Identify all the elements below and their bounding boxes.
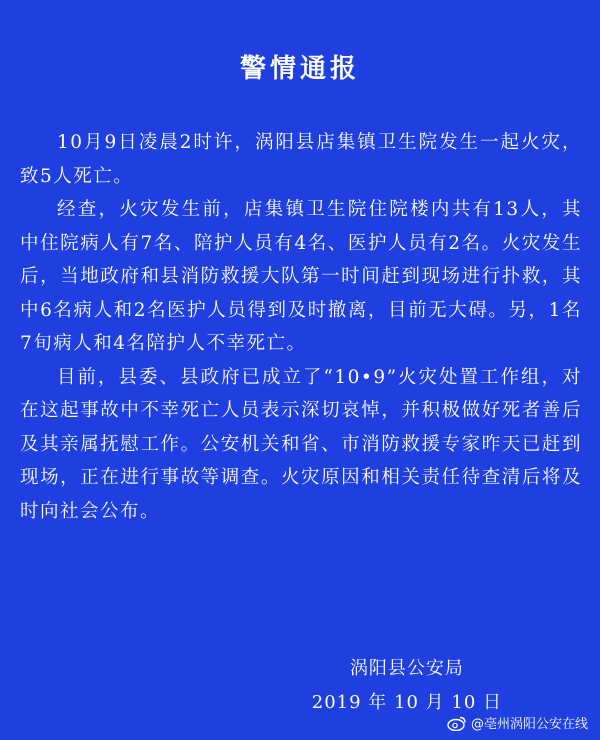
paragraph-2: 经查，火灾发生前，店集镇卫生院住院楼内共有13人，其中住院病人有7名、陪护人员有4名、医护人员有2名。火灾发生后，当地政府和县消防救援大队第一时间赶到现场进行扑救，其中6名病人和2名医护人员得到及时撤离，目前无大碍。另，1名7旬病人和4名陪护人不幸死亡。 (20, 199, 582, 354)
notice-body (20, 126, 582, 528)
weibo-icon (447, 715, 467, 731)
issuer-name: 涡阳县公安局 (349, 658, 464, 679)
issue-date: 2019 年 10 月 10 日 (311, 692, 502, 713)
paragraph-3: 目前，县委、县政府已成立了“10•9”火灾处置工作组，对在这起事故中不幸死亡人员表示深切哀悼，并积极做好死者善后及其亲属抚慰工作。公安机关和省、市消防救援专家昨天已赶到现场，正在进行事故等调查。火灾原因和相关责任待查清后将及时向社会公布。 (20, 366, 582, 522)
watermark-text: @亳州涡阳公安在线 (470, 717, 588, 732)
signature-block (312, 652, 502, 720)
notice-title: 警情通报 (239, 54, 360, 84)
paragraph-1: 10月9日凌晨2时许，涡阳县店集镇卫生院发生一起火灾，致5人死亡。 (20, 132, 582, 187)
watermark (447, 713, 588, 732)
